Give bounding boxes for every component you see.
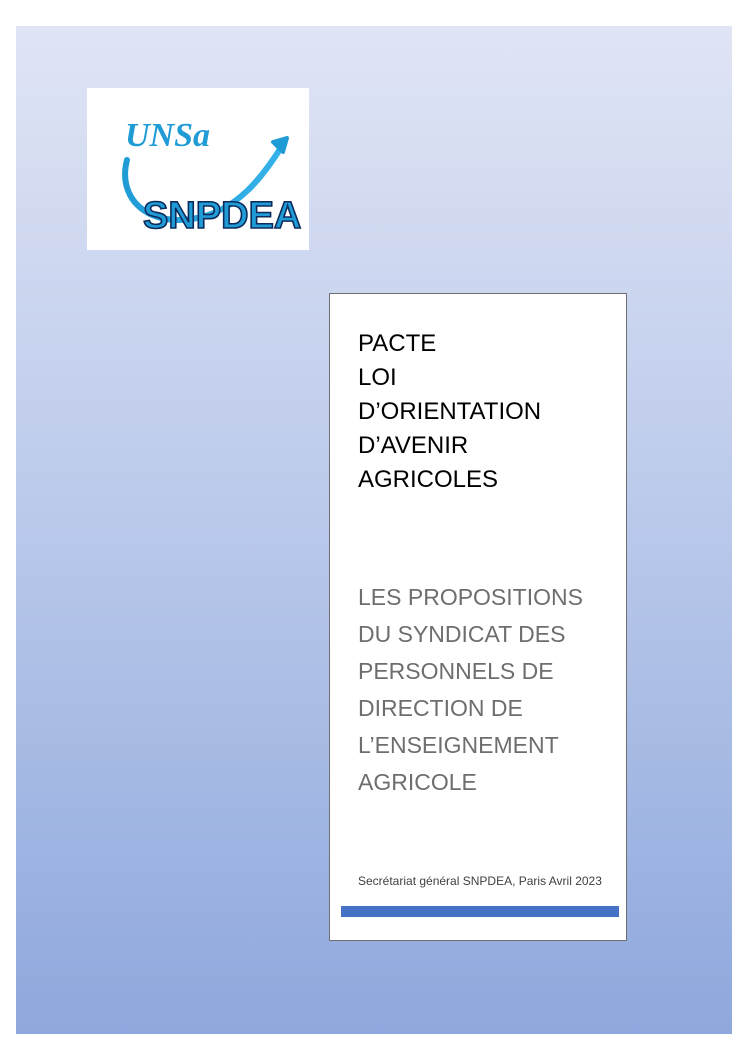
title-line: LOI — [358, 364, 397, 391]
logo-snpdea-text: SNPDEA — [143, 195, 302, 237]
subtitle-line: LES PROPOSITIONS — [358, 584, 583, 610]
snpdea-logo — [87, 88, 309, 250]
subtitle-line: DIRECTION DE — [358, 695, 523, 721]
subtitle-line: DU SYNDICAT DES — [358, 621, 566, 647]
document-subtitle — [358, 579, 620, 801]
document-title — [358, 327, 618, 497]
unsa-mark — [125, 117, 210, 154]
title-line: AGRICOLES — [358, 466, 499, 493]
subtitle-line: L’ENSEIGNEMENT — [358, 732, 559, 758]
title-line: D’AVENIR — [358, 432, 469, 459]
logo-unsa-text: UNSa — [125, 117, 211, 154]
author-date-note: Secrétariat général SNPDEA, Paris Avril 2023 — [358, 874, 602, 888]
title-line: PACTE — [358, 330, 437, 357]
title-card — [329, 293, 627, 941]
subtitle-line: AGRICOLE — [358, 769, 477, 795]
subtitle-line: PERSONNELS DE — [358, 658, 554, 684]
accent-bar — [341, 906, 619, 917]
title-line: D’ORIENTATION — [358, 398, 542, 425]
